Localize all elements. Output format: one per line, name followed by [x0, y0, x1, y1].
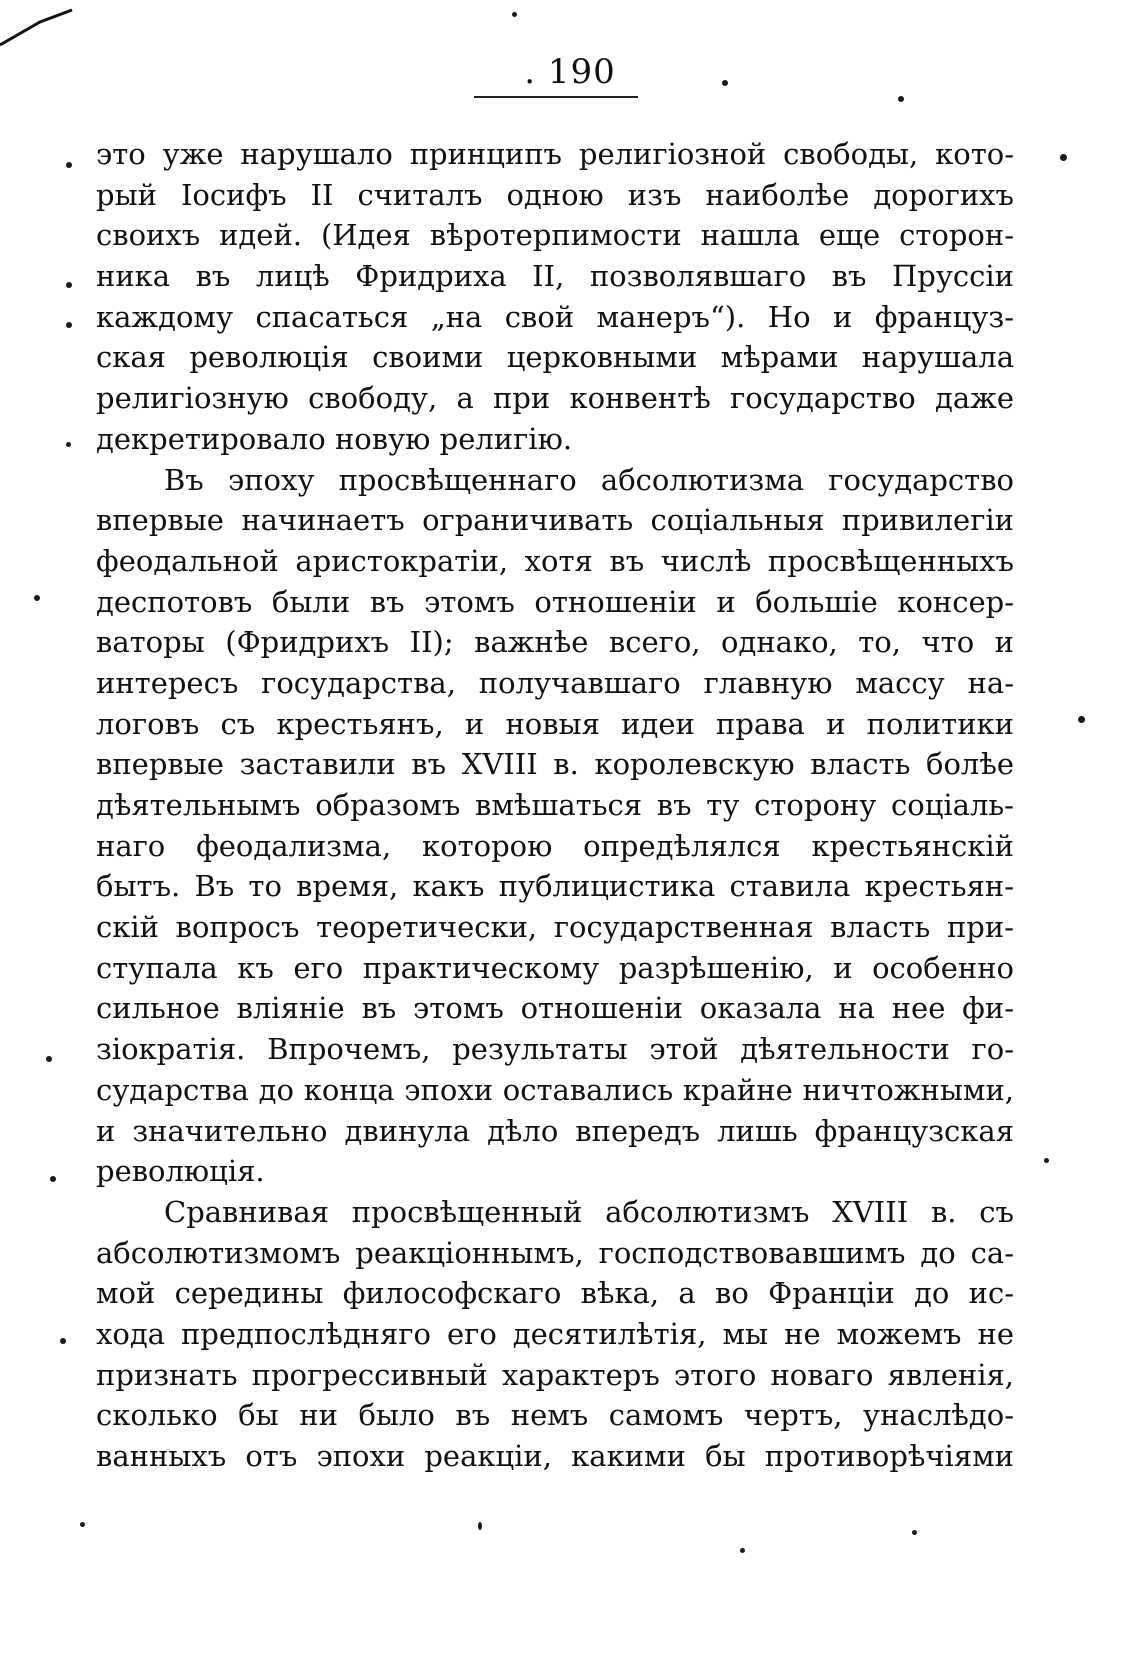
- scan-speck: [46, 1056, 52, 1062]
- text-line: признать прогрессивный характеръ этого новаго явленія,: [96, 1357, 1014, 1392]
- text-line: логовъ съ крестьянъ, и новыя идеи права и политики: [96, 706, 1014, 741]
- text-line: впервые заставили въ XVIII в. королевскую власть болѣе: [96, 747, 1014, 782]
- scan-speck: [80, 1522, 85, 1527]
- scan-speck: [66, 162, 72, 168]
- scan-speck: [912, 1530, 917, 1535]
- text-line: революція.: [96, 1154, 265, 1189]
- text-line: наго феодализма, которою опредѣлялся крестьянскій: [96, 828, 1014, 863]
- scan-speck: [66, 442, 71, 447]
- text-line: и значительно двинула дѣло впередъ лишь французская: [96, 1113, 1014, 1148]
- text-line: рый Іосифъ II считалъ одною изъ наиболѣе дорогихъ: [96, 177, 1014, 212]
- scan-speck: [478, 1522, 482, 1530]
- text-line: Въ эпоху просвѣщеннаго абсолютизма государство: [164, 462, 1014, 497]
- text-line: интересъ государства, получавшаго главную массу на-: [96, 665, 1014, 700]
- text-line: бытъ. Въ то время, какъ публицистика ставила крестьян-: [96, 869, 1014, 904]
- paragraph-2: [96, 460, 1014, 1192]
- text-line: деспотовъ были въ этомъ отношеніи и большіе консер-: [96, 584, 1014, 619]
- text-line: зіократія. Впрочемъ, результаты этой дѣятельности го-: [96, 1032, 1014, 1067]
- text-line: ская революція своими церковными мѣрами нарушала: [96, 340, 1014, 375]
- text-line: ступала къ его практическому разрѣшенію, и особенно: [96, 950, 1014, 985]
- scan-speck: [66, 322, 72, 328]
- body-text: [96, 134, 1014, 1477]
- text-line: абсолютизмомъ реакціоннымъ, господствовавшимъ до са-: [96, 1235, 1014, 1270]
- text-line: декретировало новую религію.: [96, 421, 573, 456]
- paragraph-1: [96, 134, 1014, 460]
- text-line: сколько бы ни было въ немъ самомъ чертъ, унаслѣдо-: [96, 1398, 1014, 1433]
- scan-speck: [1060, 154, 1067, 161]
- scan-speck: [722, 80, 728, 86]
- text-line: дѣятельнымъ образомъ вмѣшаться въ ту сторону соціаль-: [96, 788, 1014, 822]
- text-line: скій вопросъ теоретически, государственная власть при-: [96, 910, 1014, 945]
- scan-speck: [740, 1548, 745, 1553]
- scan-speck: [898, 96, 904, 102]
- scan-speck: [50, 1176, 56, 1182]
- page-number: . 190: [524, 52, 616, 92]
- text-line: впервые начинаетъ ограничивать соціальныя привилегіи: [96, 503, 1014, 538]
- text-line: мой середины философскаго вѣка, а во Франціи до ис-: [96, 1276, 1014, 1311]
- scan-speck: [34, 595, 40, 601]
- scan-speck: [1044, 1158, 1049, 1163]
- text-line: каждому спасаться „на свой манеръ“). Но и француз-: [96, 299, 1014, 334]
- scan-speck: [66, 282, 72, 288]
- text-line: феодальной аристократіи, хотя въ числѣ просвѣщенныхъ: [96, 543, 1014, 578]
- scan-speck: [1078, 716, 1085, 723]
- page-number-rule: [474, 96, 638, 98]
- text-line: хода предпослѣдняго его десятилѣтія, мы не можемъ не: [96, 1316, 1014, 1351]
- scan-speck: [60, 1338, 66, 1344]
- text-line: ванныхъ отъ эпохи реакціи, какими бы противорѣчіями: [96, 1439, 1014, 1473]
- text-line: Сравнивая просвѣщенный абсолютизмъ XVIII в. съ: [164, 1194, 1014, 1229]
- text-line: это уже нарушало принципъ религіозной свободы, кото-: [96, 137, 1014, 171]
- scan-speck: [512, 12, 517, 17]
- text-line: ваторы (Фридрихъ II); важнѣе всего, однако, то, что и: [96, 625, 1014, 660]
- paragraph-3: [96, 1192, 1014, 1477]
- text-line: сильное вліяніе въ этомъ отношеніи оказала на нее фи-: [96, 991, 1014, 1026]
- text-line: религіозную свободу, а при конвентѣ государство даже: [96, 381, 1014, 416]
- scan-corner-stroke: [0, 0, 90, 60]
- text-line: сударства до конца эпохи оставались крайне ничтожными,: [96, 1072, 1014, 1107]
- text-line: своихъ идей. (Идея вѣротерпимости нашла еще сторон-: [96, 218, 1014, 253]
- text-line: ника въ лицѣ Фридриха II, позволявшаго въ Пруссіи: [96, 259, 1014, 294]
